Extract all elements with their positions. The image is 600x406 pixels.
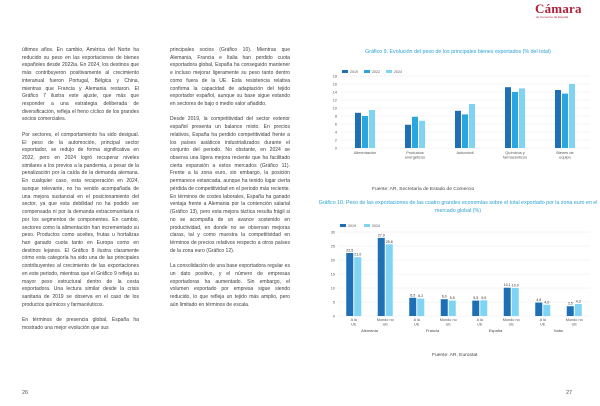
- x-tick-label: Productos: [406, 150, 424, 155]
- x-tick-label: Bienes de: [556, 150, 574, 155]
- y-tick-label: 2: [334, 138, 337, 143]
- x-tick-label: UE: [351, 322, 357, 327]
- x-tick-label: UE: [382, 322, 388, 327]
- bar: [412, 117, 418, 148]
- y-tick-label: 15: [330, 272, 335, 277]
- x-tick-label: Mundo no: [565, 318, 583, 322]
- figure10-title: Gráfico 10. Peso de las exportaciones de las cuatro grandes economías sobre el total exportado por la zona euro en el mercado global (%): [318, 200, 598, 214]
- bar: [472, 301, 479, 316]
- page-number-right: 27: [566, 390, 573, 396]
- paragraph: La consolidación de una base exportadora regular es un dato positivo, y el número de empresas exportadoras ha aumentado. Sin embargo, el volumen exportado por empresa sigue siendo reducido, lo que refleja un tejido más amplio, pero aún limitado en términos de escala.: [170, 263, 290, 308]
- x-tick-label: UE: [508, 322, 514, 327]
- data-label: 5,5: [473, 296, 479, 301]
- y-tick-label: 10: [332, 106, 337, 111]
- x-tick-label: A la: [476, 318, 483, 322]
- legend-swatch: [342, 70, 348, 73]
- y-tick-label: 6: [334, 122, 337, 127]
- x-tick-label: A la: [539, 318, 546, 322]
- bar: [449, 301, 456, 316]
- bar: [469, 104, 475, 148]
- legend-swatch: [364, 70, 370, 73]
- bar: [462, 114, 468, 148]
- group-label: Italia: [554, 328, 563, 333]
- x-tick-label: equipo: [559, 154, 571, 160]
- data-label: 5,6: [481, 295, 487, 300]
- bar: [455, 111, 461, 148]
- bar: [569, 84, 575, 148]
- x-tick-label: UE: [445, 322, 451, 327]
- bar: [419, 121, 425, 148]
- x-tick-label: farmacéuticos: [502, 154, 528, 160]
- bar: [409, 298, 416, 316]
- bar: [505, 87, 511, 148]
- y-tick-label: 18: [332, 74, 337, 79]
- x-tick-label: Mundo no: [502, 318, 520, 322]
- bar: [575, 304, 582, 316]
- bar: [512, 92, 518, 148]
- bar: [562, 94, 568, 148]
- bar: [480, 300, 487, 316]
- bar: [504, 288, 511, 316]
- data-label: 4,8: [536, 298, 542, 303]
- logo-subtext: de Comercio de España: [536, 15, 569, 19]
- figure10-chart: [318, 220, 598, 340]
- bar: [567, 306, 574, 316]
- data-label: 10,0: [511, 283, 519, 288]
- data-label: 6,2: [418, 294, 424, 299]
- legend-swatch: [364, 224, 370, 227]
- data-label: 25,6: [385, 239, 393, 244]
- bar: [405, 125, 411, 148]
- data-label: 3,5: [567, 301, 573, 306]
- x-tick-label: UE: [540, 322, 546, 327]
- paragraph: Desde 2019, la competitividad del sector exterior español presenta un balance mixto. En precios relativos, España ha perdido competitividad frente a los países asiáticos industrializados durante el conjunto del periodo. No obstante, en 2024 se observa una ligera mejora reciente que ha facilitado cierta expansión a estos mercados (Gráfico 11). Frente a la zona euro, sin embargo, la posición permanece estancada, aunque ha tenido lugar cierta pérdida de competitividad en el periodo más reciente. En términos de costes laborales, España ha ganado ventaja frente a Alemania por la contención salarial (Gráfico 13), pero esta mejora táctica resulta frágil si no se acompaña de un avance sostenido en productividad, en donde no se observan mejoras claras, tal y como muestra la competitividad en términos de precios relativos respecto a otros países de la zona euro (Gráfico 12).: [170, 116, 290, 254]
- x-tick-label: Mundo no: [439, 318, 457, 322]
- y-tick-label: 8: [334, 114, 337, 119]
- x-tick-label: Alimentación: [353, 150, 377, 155]
- x-tick-label: Químicos y: [505, 150, 525, 155]
- legend-label: 2019: [348, 224, 356, 228]
- y-tick-label: 14: [332, 90, 337, 95]
- logo-text: Cámara: [535, 1, 582, 16]
- legend-swatch: [386, 70, 392, 73]
- y-tick-label: 25: [330, 244, 335, 249]
- bar: [417, 299, 424, 316]
- y-tick-label: 5: [332, 300, 335, 305]
- y-tick-label: 0: [334, 146, 337, 151]
- x-tick-label: energéticos: [404, 154, 426, 160]
- figure9-chart: [318, 62, 598, 180]
- bar: [555, 90, 561, 148]
- y-tick-label: 30: [330, 230, 335, 235]
- x-tick-label: A la: [350, 318, 357, 322]
- x-tick-label: Automóvil: [456, 150, 474, 155]
- legend-label: 2022: [372, 70, 380, 74]
- group-label: Alemania: [361, 328, 378, 333]
- data-label: 21,0: [354, 252, 362, 257]
- bar: [512, 288, 519, 316]
- bar: [354, 257, 361, 316]
- figure9-title: Gráfico 9. Evolución del peso de los principales bienes exportados (% del total): [365, 49, 551, 55]
- bar: [441, 299, 448, 316]
- legend-label: 2024: [394, 70, 402, 74]
- legend-label: 2024: [372, 224, 380, 228]
- x-tick-label: Mundo no: [376, 318, 394, 322]
- brand-logo: [535, 3, 593, 21]
- page-number-left: 26: [22, 390, 29, 396]
- y-tick-label: 0: [332, 314, 335, 319]
- data-label: 5,5: [449, 296, 455, 301]
- y-tick-label: 10: [330, 286, 335, 291]
- data-label: 4,0: [544, 300, 550, 305]
- figure9-source: Fuente: AR, Secretaría de Estado de Comercio: [372, 187, 475, 192]
- group-label: Francia: [425, 328, 440, 333]
- data-label: 4,3: [575, 299, 581, 304]
- y-tick-label: 4: [334, 130, 337, 135]
- x-tick-label: UE: [477, 322, 483, 327]
- bar: [519, 88, 525, 148]
- text-column-middle: [170, 47, 290, 317]
- bar: [543, 305, 550, 316]
- bar: [355, 113, 361, 148]
- bar: [386, 244, 393, 316]
- data-label: 6,5: [410, 293, 416, 298]
- text-column-left: [22, 47, 139, 340]
- bar: [378, 238, 385, 316]
- x-tick-label: A la: [413, 318, 420, 322]
- data-label: 10,1: [503, 283, 511, 288]
- group-label: España: [488, 328, 503, 333]
- bar: [535, 303, 542, 316]
- paragraph: En términos de presencia global, España ha mostrado una mejor evolución que sus: [22, 317, 139, 331]
- data-label: 6,0: [441, 294, 447, 299]
- legend-label: 2019: [350, 70, 358, 74]
- x-tick-label: UE: [571, 322, 577, 327]
- paragraph: Por sectores, el comportamiento ha sido desigual. El peso de la automoción, principal sector exportador, se redujo de forma significativa en 2022, pero en 2024 logró recuperar niveles similares a los previos a la pandemia, a pesar de la penalización por la caída de la demanda alemana. En cualquier caso, esta recuperación en 2024, aunque relevante, no ha venido acompañada de una mejora sustancial en el posicionamiento del sector, ya que esta debilidad no ha podido ser compensada ni por la demanda extracomunitaria ni por los segmentos de componentes. En cambio, sectores como la alimentación han incrementado su peso. Productos como aceites, frutas u hortalizas han ganado cuota tanto en Europa como en destinos lejanos. El Gráfico 8 ilustra claramente cómo esta categoría ha sido una de las principales contribuyentes al crecimiento de las exportaciones en este periodo, mientras que el Gráfico 9 refleja su mayor peso estructural dentro de la cesta exportadora. Una lectura similar desde la crisis sanitaria de 2019 se observa en el caso de los productos químicos y farmacéuticos.: [22, 131, 139, 308]
- paragraph: últimos años. En cambio, América del Norte ha reducido su peso en las exportaciones de bienes españoles desde 2022ia. En 2024, los destinos que más contribuyeron positivamente al crecimiento interanual fueron Portugal, Bélgica y China, mientras que Francia y Alemania restaron. El Gráfico 7 ilustra este ajuste, que más que responder a una estrategia deliberada de diversificación, refleja el freno cíclico de los grandes socios comerciales.: [22, 47, 139, 123]
- data-label: 27,9: [377, 233, 385, 238]
- figure10-source: Fuente: AR, Eurostat: [432, 353, 478, 358]
- bar: [346, 253, 353, 316]
- y-tick-label: 20: [330, 258, 335, 263]
- y-tick-label: 12: [332, 98, 337, 103]
- x-tick-label: UE: [414, 322, 420, 327]
- paragraph: principales socios (Gráfico 10). Mientras que Alemania, Francia e Italia han perdido cuota exportadora global, España ha conseguido mantener e incluso mejorar ligeramente su peso tanto dentro como fuera de la UE. Esta resistencia relativa confirma la capacidad de adaptación del tejido exportador español, aunque su base sigue estando en sectores de bajo o medio valor añadido.: [170, 47, 290, 108]
- bar: [362, 116, 368, 148]
- y-tick-label: 16: [332, 82, 337, 87]
- data-label: 22,5: [346, 248, 354, 253]
- bar: [369, 110, 375, 148]
- legend-swatch: [340, 224, 346, 227]
